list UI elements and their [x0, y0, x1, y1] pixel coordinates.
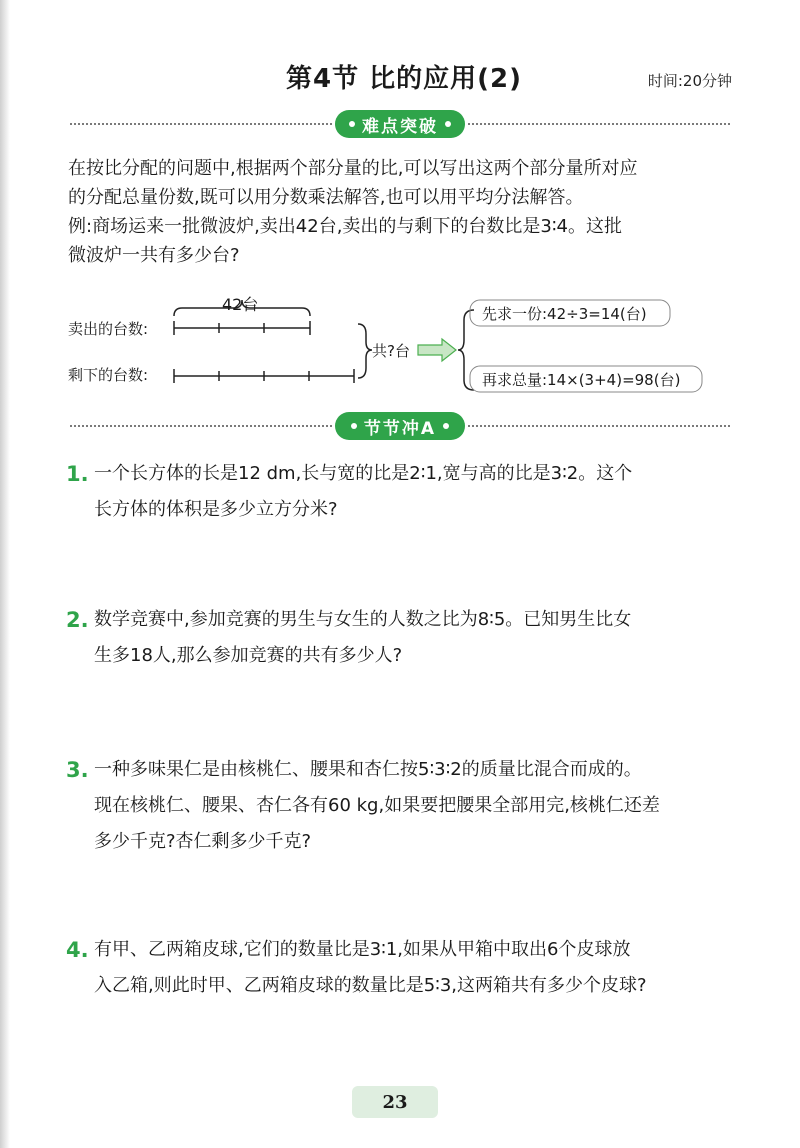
text-line: 多少千克?杏仁剩多少千克? [94, 831, 312, 852]
problem-number: 4. [66, 938, 89, 962]
problem-number: 3. [66, 758, 89, 782]
problem-text [94, 752, 736, 860]
text-line: 入乙箱,则此时甲、乙两箱皮球的数量比是5∶3,这两箱共有多少个皮球? [94, 975, 647, 996]
bullet-icon [351, 423, 357, 429]
section-label: 节节冲A [363, 418, 437, 439]
dotted-rule [70, 425, 332, 427]
bullet-icon [445, 121, 451, 127]
text-line: 在按比分配的问题中,根据两个部分量的比,可以写出这两个部分量所对应 [68, 158, 638, 179]
problem-item [66, 602, 736, 674]
text-line: 微波炉一共有多少台? [68, 245, 240, 266]
problem-text [94, 456, 736, 528]
problem-number: 2. [66, 608, 89, 632]
brace-label: 42台 [222, 295, 259, 314]
text-line: 现在核桃仁、腰果、杏仁各有60 kg,如果要把腰果全部用完,核桃仁还差 [94, 795, 660, 816]
text-line: 一种多味果仁是由核桃仁、腰果和杏仁按5∶3∶2的质量比混合而成的。 [94, 759, 642, 780]
problem-item [66, 752, 736, 860]
segment-diagram [66, 290, 746, 400]
dotted-rule [468, 425, 730, 427]
step-one-note: 先求一份:42÷3=14(台) [482, 305, 647, 323]
page-number: 23 [382, 1092, 408, 1113]
section-divider-difficulty [70, 110, 730, 138]
time-limit: 时间:20分钟 [647, 72, 732, 90]
sold-label: 卖出的台数: [68, 320, 149, 338]
section-label: 难点突破 [362, 116, 438, 137]
dotted-rule [468, 123, 730, 125]
section-divider-practice [70, 412, 730, 440]
total-label: 共?台 [372, 342, 410, 360]
step-two-note: 再求总量:14×(3+4)=98(台) [482, 371, 681, 389]
text-line: 例:商场运来一批微波炉,卖出42台,卖出的与剩下的台数比是3∶4。这批 [68, 216, 622, 237]
text-line: 数学竞赛中,参加竞赛的男生与女生的人数之比为8∶5。已知男生比女 [94, 609, 632, 630]
text-line: 的分配总量份数,既可以用分数乘法解答,也可以用平均分法解答。 [68, 187, 584, 208]
page-edge-shadow [0, 0, 10, 1148]
arrow-icon [418, 339, 456, 361]
problem-item [66, 456, 736, 528]
problem-text [94, 932, 736, 1004]
text-line: 长方体的体积是多少立方分米? [94, 499, 338, 520]
bullet-icon [443, 423, 449, 429]
method-explanation [68, 154, 732, 270]
text-line: 一个长方体的长是12 dm,长与宽的比是2∶1,宽与高的比是3∶2。这个 [94, 463, 633, 484]
remaining-label: 剩下的台数: [68, 366, 149, 384]
problem-text [94, 602, 736, 674]
bullet-icon [349, 121, 355, 127]
problem-number: 1. [66, 462, 89, 486]
page-title: 第4节 比的应用(2) [286, 64, 522, 94]
section-badge [335, 412, 465, 440]
text-line: 有甲、乙两箱皮球,它们的数量比是3∶1,如果从甲箱中取出6个皮球放 [94, 939, 631, 960]
text-line: 生多18人,那么参加竞赛的共有多少人? [94, 645, 403, 666]
section-badge [335, 110, 465, 138]
dotted-rule [70, 123, 332, 125]
problem-item [66, 932, 736, 1004]
